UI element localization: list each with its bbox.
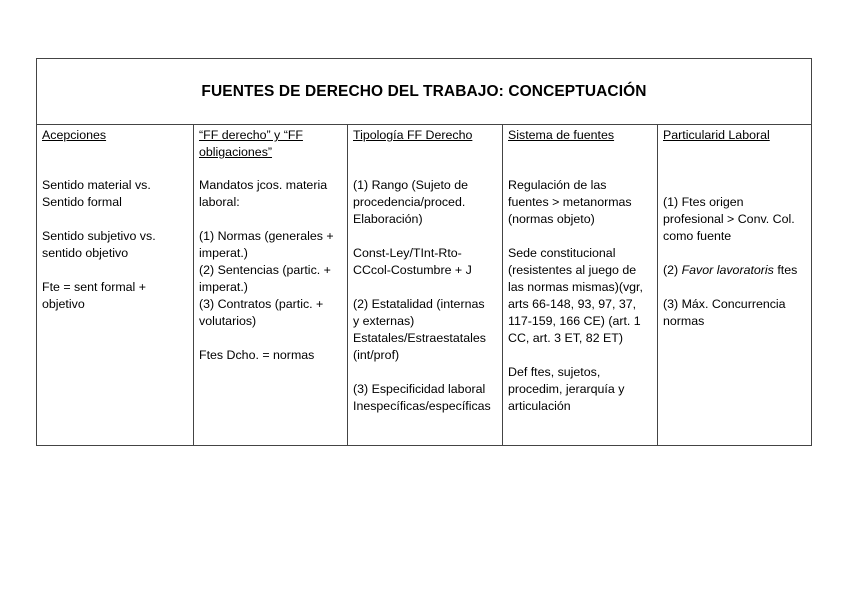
column-ff-derecho bbox=[193, 125, 347, 445]
column-header: Tipología FF Derecho bbox=[353, 128, 473, 142]
column-header bbox=[199, 127, 343, 161]
cell-paragraph bbox=[199, 177, 343, 211]
cell-line: imperat.) bbox=[199, 280, 248, 294]
cell-paragraph bbox=[353, 245, 498, 279]
cell-line: arts 66-148, 93, 97, 37, bbox=[508, 297, 637, 311]
cell-line: Def ftes, sujetos, bbox=[508, 365, 601, 379]
cell-paragraph bbox=[353, 177, 498, 228]
cell-paragraph bbox=[663, 296, 807, 330]
cell-line bbox=[663, 262, 807, 279]
cell-line: (normas objeto) bbox=[508, 212, 595, 226]
cell-line: Inespecíficas/específicas bbox=[353, 399, 491, 413]
cell-text: (2) bbox=[663, 263, 682, 277]
spacer bbox=[663, 177, 807, 194]
sources-table bbox=[36, 58, 812, 446]
cell-line: las normas mismas)(vgr, bbox=[508, 280, 643, 294]
cell-line: articulación bbox=[508, 399, 571, 413]
cell-paragraph bbox=[199, 347, 343, 364]
title-row bbox=[37, 59, 811, 125]
cell-line: volutarios) bbox=[199, 314, 257, 328]
cell-line: Regulación de las bbox=[508, 178, 607, 192]
favor-lavoratoris-italic: Favor lavoratoris bbox=[681, 263, 774, 277]
cell-line: profesional > Conv. Col. bbox=[663, 212, 795, 226]
cell-line: fuentes > metanormas bbox=[508, 195, 632, 209]
cell-line: sentido objetivo bbox=[42, 246, 129, 260]
column-header-line: obligaciones” bbox=[199, 145, 273, 159]
cell-paragraph bbox=[42, 177, 189, 211]
cell-paragraph bbox=[508, 177, 653, 228]
cell-line: objetivo bbox=[42, 297, 85, 311]
page-title: FUENTES DE DERECHO DEL TRABAJO: CONCEPTUACIÓN bbox=[201, 82, 647, 100]
column-header: Sistema de fuentes bbox=[508, 128, 615, 142]
cell-line: CCcol-Costumbre + J bbox=[353, 263, 472, 277]
cell-line: procedim, jerarquía y bbox=[508, 382, 625, 396]
cell-line: (1) Normas (generales + bbox=[199, 229, 334, 243]
column-header: Particularid Laboral bbox=[663, 128, 770, 142]
cell-paragraph bbox=[42, 228, 189, 262]
cell-line: Sentido subjetivo vs. bbox=[42, 229, 156, 243]
cell-paragraph bbox=[42, 279, 189, 313]
cell-line: normas bbox=[663, 314, 705, 328]
cell-line: Mandatos jcos. materia bbox=[199, 178, 328, 192]
cell-paragraph bbox=[508, 245, 653, 347]
cell-line: Const-Ley/TInt-Rto- bbox=[353, 246, 462, 260]
column-sistema-fuentes bbox=[502, 125, 657, 445]
cell-line: como fuente bbox=[663, 229, 732, 243]
cell-line: Estatales/Estraestatales bbox=[353, 331, 486, 345]
cell-paragraph bbox=[508, 364, 653, 415]
cell-line: 117-159, 166 CE) (art. 1 bbox=[508, 314, 641, 328]
cell-line: procedencia/proced. bbox=[353, 195, 466, 209]
cell-paragraph bbox=[663, 194, 807, 245]
cell-line: imperat.) bbox=[199, 246, 248, 260]
cell-line: (3) Contratos (partic. + bbox=[199, 297, 324, 311]
cell-paragraph bbox=[353, 381, 498, 415]
cell-line: Ftes Dcho. = normas bbox=[199, 348, 315, 362]
cell-line: CC, art. 3 ET, 82 ET) bbox=[508, 331, 623, 345]
cell-paragraph bbox=[353, 296, 498, 364]
cell-line: (int/prof) bbox=[353, 348, 400, 362]
cell-paragraph bbox=[199, 228, 343, 330]
column-acepciones bbox=[37, 125, 193, 445]
cell-line: Sentido material vs. bbox=[42, 178, 151, 192]
cell-line: (1) Ftes origen bbox=[663, 195, 744, 209]
cell-line: (3) Máx. Concurrencia bbox=[663, 297, 786, 311]
column-header-line: “FF derecho” y “FF bbox=[199, 128, 303, 142]
cell-line: (3) Especificidad laboral bbox=[353, 382, 486, 396]
cell-line: (2) Sentencias (partic. + bbox=[199, 263, 331, 277]
cell-text: ftes bbox=[773, 263, 798, 277]
column-header: Acepciones bbox=[42, 128, 107, 142]
cell-line: (resistentes al juego de bbox=[508, 263, 637, 277]
cell-line: Elaboración) bbox=[353, 212, 423, 226]
cell-line: laboral: bbox=[199, 195, 240, 209]
cell-line: Fte = sent formal + bbox=[42, 280, 146, 294]
column-tipologia bbox=[347, 125, 502, 445]
cell-line: y externas) bbox=[353, 314, 415, 328]
cell-line: (2) Estatalidad (internas bbox=[353, 297, 485, 311]
column-particularidad-laboral bbox=[657, 125, 811, 445]
cell-line: (1) Rango (Sujeto de bbox=[353, 178, 469, 192]
cell-paragraph bbox=[663, 262, 807, 279]
cell-line: Sentido formal bbox=[42, 195, 122, 209]
cell-line: Sede constitucional bbox=[508, 246, 616, 260]
